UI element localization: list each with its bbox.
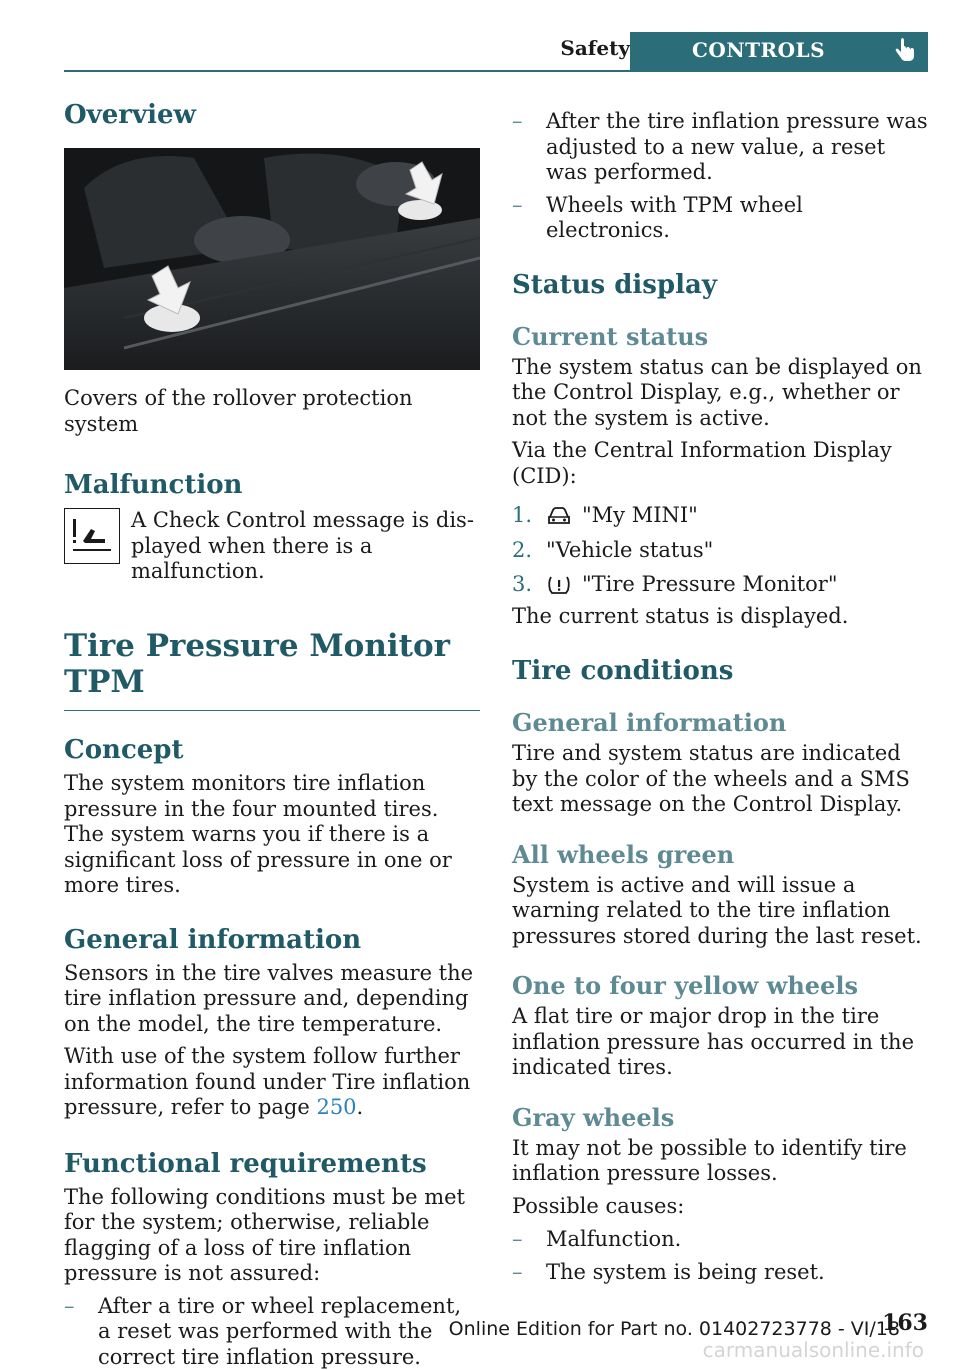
car-icon [546,505,572,527]
left-column [64,100,480,1370]
step-number: 1. [512,503,532,529]
header-chapter-title: CONTROLS [692,38,825,62]
list-item: – Wheels with TPM wheel electronics. [512,193,928,244]
conditions-general-heading: General information [512,708,928,737]
step-text: "My MINI" [582,503,698,529]
list-item: – Malfunction. [512,1227,928,1253]
seat-warning-icon [64,508,120,564]
hand-pointer-icon [892,38,916,66]
overview-heading: Overview [64,100,480,130]
green-wheels-text: System is active and will issue a warning related to the tire inflation pressures stored during the last reset. [512,873,928,950]
header-section-title: Safety [560,36,630,60]
malfunction-text: A Check Control message is displayed when there is a malfunction. [131,508,480,585]
step-my-mini [512,503,928,529]
requirements-list [64,1294,480,1370]
general-info-text: Sensors in the tire valves measure the tire inflation pressure and, depending on the model, the tire temperature. [64,961,480,1038]
tire-conditions-heading: Tire conditions [512,656,928,686]
yellow-wheels-text: A flat tire or major drop in the tire inflation pressure has occurred in the indicated tires. [512,1004,928,1081]
header-chapter-tab [630,32,928,72]
tpm-heading: Tire Pressure Monitor TPM [64,628,480,700]
status-display-heading: Status display [512,270,928,300]
cid-steps [512,503,928,598]
photo-caption: Covers of the rollover protection system [64,386,480,437]
general-info-heading: General information [64,925,480,955]
cid-text: Via the Central Information Display (CID): [512,438,928,489]
list-item: – The system is being reset. [512,1260,928,1286]
malfunction-heading: Malfunction [64,470,480,500]
general-info-reference [64,1044,480,1121]
gray-wheels-heading: Gray wheels [512,1103,928,1132]
current-status-heading: Current status [512,322,928,351]
current-status-result: The current status is displayed. [512,604,928,630]
green-wheels-heading: All wheels green [512,840,928,869]
reference-period: . [357,1095,364,1119]
current-status-text: The system status can be displayed on the Control Display, e.g., whether or not the system is active. [512,355,928,432]
rollover-covers-photo [64,148,480,370]
functional-requirements-text: The following conditions must be met for the system; otherwise, reliable flagging of a loss of tire inflation pressure is not assured: [64,1185,480,1287]
concept-text: The system monitors tire inflation pressure in the four mounted tires. The system warns you if there is a significant loss of pressure in one or more tires. [64,771,480,899]
list-item: – After a tire or wheel replacement, a reset was performed with the correct tire inflation pressure. [64,1294,480,1370]
page-header [64,32,928,72]
step-text: "Vehicle status" [546,538,713,564]
reference-text: With use of the system follow further information found under Tire inflation pressure, refer to page [64,1044,470,1119]
step-number: 2. [512,538,532,564]
step-tire-pressure-monitor [512,572,928,598]
functional-requirements-heading: Functional requirements [64,1149,480,1179]
page-number: 163 [882,1310,928,1336]
conditions-general-text: Tire and system status are indicated by the color of the wheels and a SMS text message on the Control Display. [512,741,928,818]
step-vehicle-status [512,538,928,564]
concept-heading: Concept [64,735,480,765]
requirements-list-continued [512,109,928,244]
tire-warning-icon [546,574,572,596]
edition-text: Online Edition for Part no. 01402723778 - VI/18 [449,1318,900,1340]
page-250-link[interactable]: 250 [316,1095,356,1119]
possible-causes-label: Possible causes: [512,1194,928,1220]
tpm-rule [64,710,480,711]
yellow-wheels-heading: One to four yellow wheels [512,971,928,1000]
check-control-block [64,508,480,572]
gray-wheels-text: It may not be possible to identify tire inflation pressure losses. [512,1136,928,1187]
step-number: 3. [512,572,532,598]
right-column [512,100,928,1285]
causes-list [512,1227,928,1285]
step-text: "Tire Pressure Monitor" [582,572,838,598]
list-item: – After the tire inflation pressure was adjusted to a new value, a reset was performed. [512,109,928,186]
header-rule [64,70,928,72]
watermark: carmanualsonline.info [703,1338,924,1362]
